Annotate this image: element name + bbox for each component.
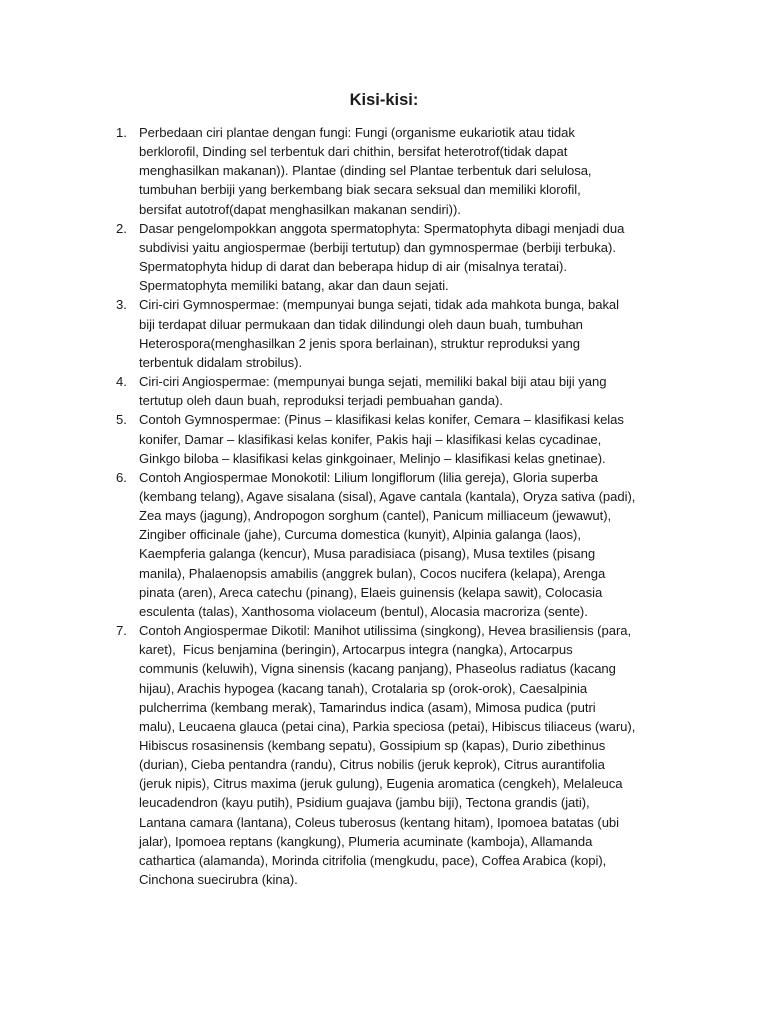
list-item xyxy=(0,219,679,296)
list-item xyxy=(0,372,679,410)
list-item-text: Contoh Angiospermae Monokotil: Lilium longiflorum (lilia gereja), Gloria superba (kembang telang), Agave sisalana (sisal), Agave cantala (kantala), Oryza sativa (padi), Zea mays (jagung), Andropogon sorghum (cantel), Panicum milliaceum (jewawut), Zingiber officinale (jahe), Curcuma domestica (kunyit), Alpinia galanga (laos), Kaempferia galanga (kencur), Musa paradisiaca (pisang), Musa textiles (pisang manila), Phalaenopsis amabilis (anggrek bulan), Cocos nucifera (kelapa), Arenga pinata (aren), Areca catechu (pinang), Elaeis guinensis (kelapa sawit), Colocasia esculenta (talas), Xanthosoma violaceum (bentul), Alocasia macroriza (sente). xyxy=(139,469,636,619)
list-item-number: 2. xyxy=(116,220,127,236)
document-title: Kisi-kisi: xyxy=(349,91,419,109)
list-item-text: Perbedaan ciri plantae dengan fungi: Fungi (organisme eukariotik atau tidak berklorofil, Dinding sel terbentuk dari chithin, bersifat heterotrof(tidak dapat menghasilkan makanan)). Plantae (dinding sel Plantae terbentuk dari selulosa, tumbuhan berbiji yang berkembang biak secara seksual dan memiliki klorofil, bersifat autotrof(dapat menghasilkan makanan sendiri)). xyxy=(139,125,592,217)
list-item-text: Contoh Angiospermae Dikotil: Manihot utilissima (singkong), Hevea brasiliensis (para, karet), Ficus benjamina (beringin), Artocarpus integra (nangka), Artocarpus communis (keluwih), Vigna sinensis (kacang panjang), Phaseolus radiatus (kacang hijau), Arachis hypogea (kacang tanah), Crotalaria sp (orok-orok), Caesalpinia pulcherrima (kembang merak), Tamarindus indica (asam), Mimosa pudica (putri malu), Leucaena glauca (petai cina), Parkia speciosa (petai), Hibiscus tiliaceus (waru), Hibiscus rosasinensis (kembang sepatu), Gossipium sp (kapas), Durio zibethinus (durian), Cieba pentandra (randu), Citrus nobilis (jeruk keprok), Citrus aurantifolia (jeruk nipis), Citrus maxima (jeruk gulung), Eugenia aromatica (cengkeh), Melaleuca leucadendron (kayu putih), Psidium guajava (jambu biji), Tectona grandis (jati), Lantana camara (lantana), Coleus tuberosus (kentang hitam), Ipomoea batatas (ubi jalar), Ipomoea reptans (kangkung), Plumeria acuminate (kamboja), Allamanda cathartica (alamanda), Morinda citrifolia (mengkudu, pace), Coffea Arabica (kopi), Cinchona suecirubra (kina). xyxy=(139,623,636,888)
list-item-text: Ciri-ciri Angiospermae: (mempunyai bunga sejati, memiliki bakal biji atau biji yang tertutup oleh daun buah, reproduksi terjadi pembuahan ganda). xyxy=(139,374,607,409)
list-item xyxy=(0,123,679,219)
list-item-number: 1. xyxy=(116,125,127,140)
list-item-number: 7. xyxy=(116,623,127,639)
list-item xyxy=(0,410,679,467)
list-item-text: Ciri-ciri Gymnospermae: (mempunyai bunga sejati, tidak ada mahkota bunga, bakal biji terdapat diluar permukaan dan tidak dilindungi oleh daun buah, tumbuhan Heterospora(menghasilkan 2 jenis spora berlainan), struktur reproduksi yang terbentuk didalam strobilus). xyxy=(139,297,620,370)
list-item xyxy=(0,621,679,889)
list-item-number: 4. xyxy=(116,374,127,390)
list-item xyxy=(0,468,679,621)
list-item-text: Contoh Gymnospermae: (Pinus – klasifikasi kelas konifer, Cemara – klasifikasi kelas konifer, Damar – klasifikasi kelas konifer, Pakis haji – klasifikasi kelas cycadinae, Ginkgo biloba – klasifikasi kelas ginkgoinaer, Melinjo – klasifikasi kelas gnetinae). xyxy=(139,412,624,466)
list-item xyxy=(0,295,679,372)
list-item-text: Dasar pengelompokkan anggota spermatophyta: Spermatophyta dibagi menjadi dua subdivisi yaitu angiospermae (berbiji tertutup) dan gymnospermae (berbiji terbuka). Spermatophyta hidup di darat dan beberapa hidup di air (misalnya teratai). Spermatophyta memiliki batang, akar dan daun sejati. xyxy=(139,220,625,294)
list-item-number: 5. xyxy=(116,412,127,428)
numbered-list xyxy=(0,123,768,889)
list-item-number: 3. xyxy=(116,297,127,313)
list-item-number: 6. xyxy=(116,469,127,485)
